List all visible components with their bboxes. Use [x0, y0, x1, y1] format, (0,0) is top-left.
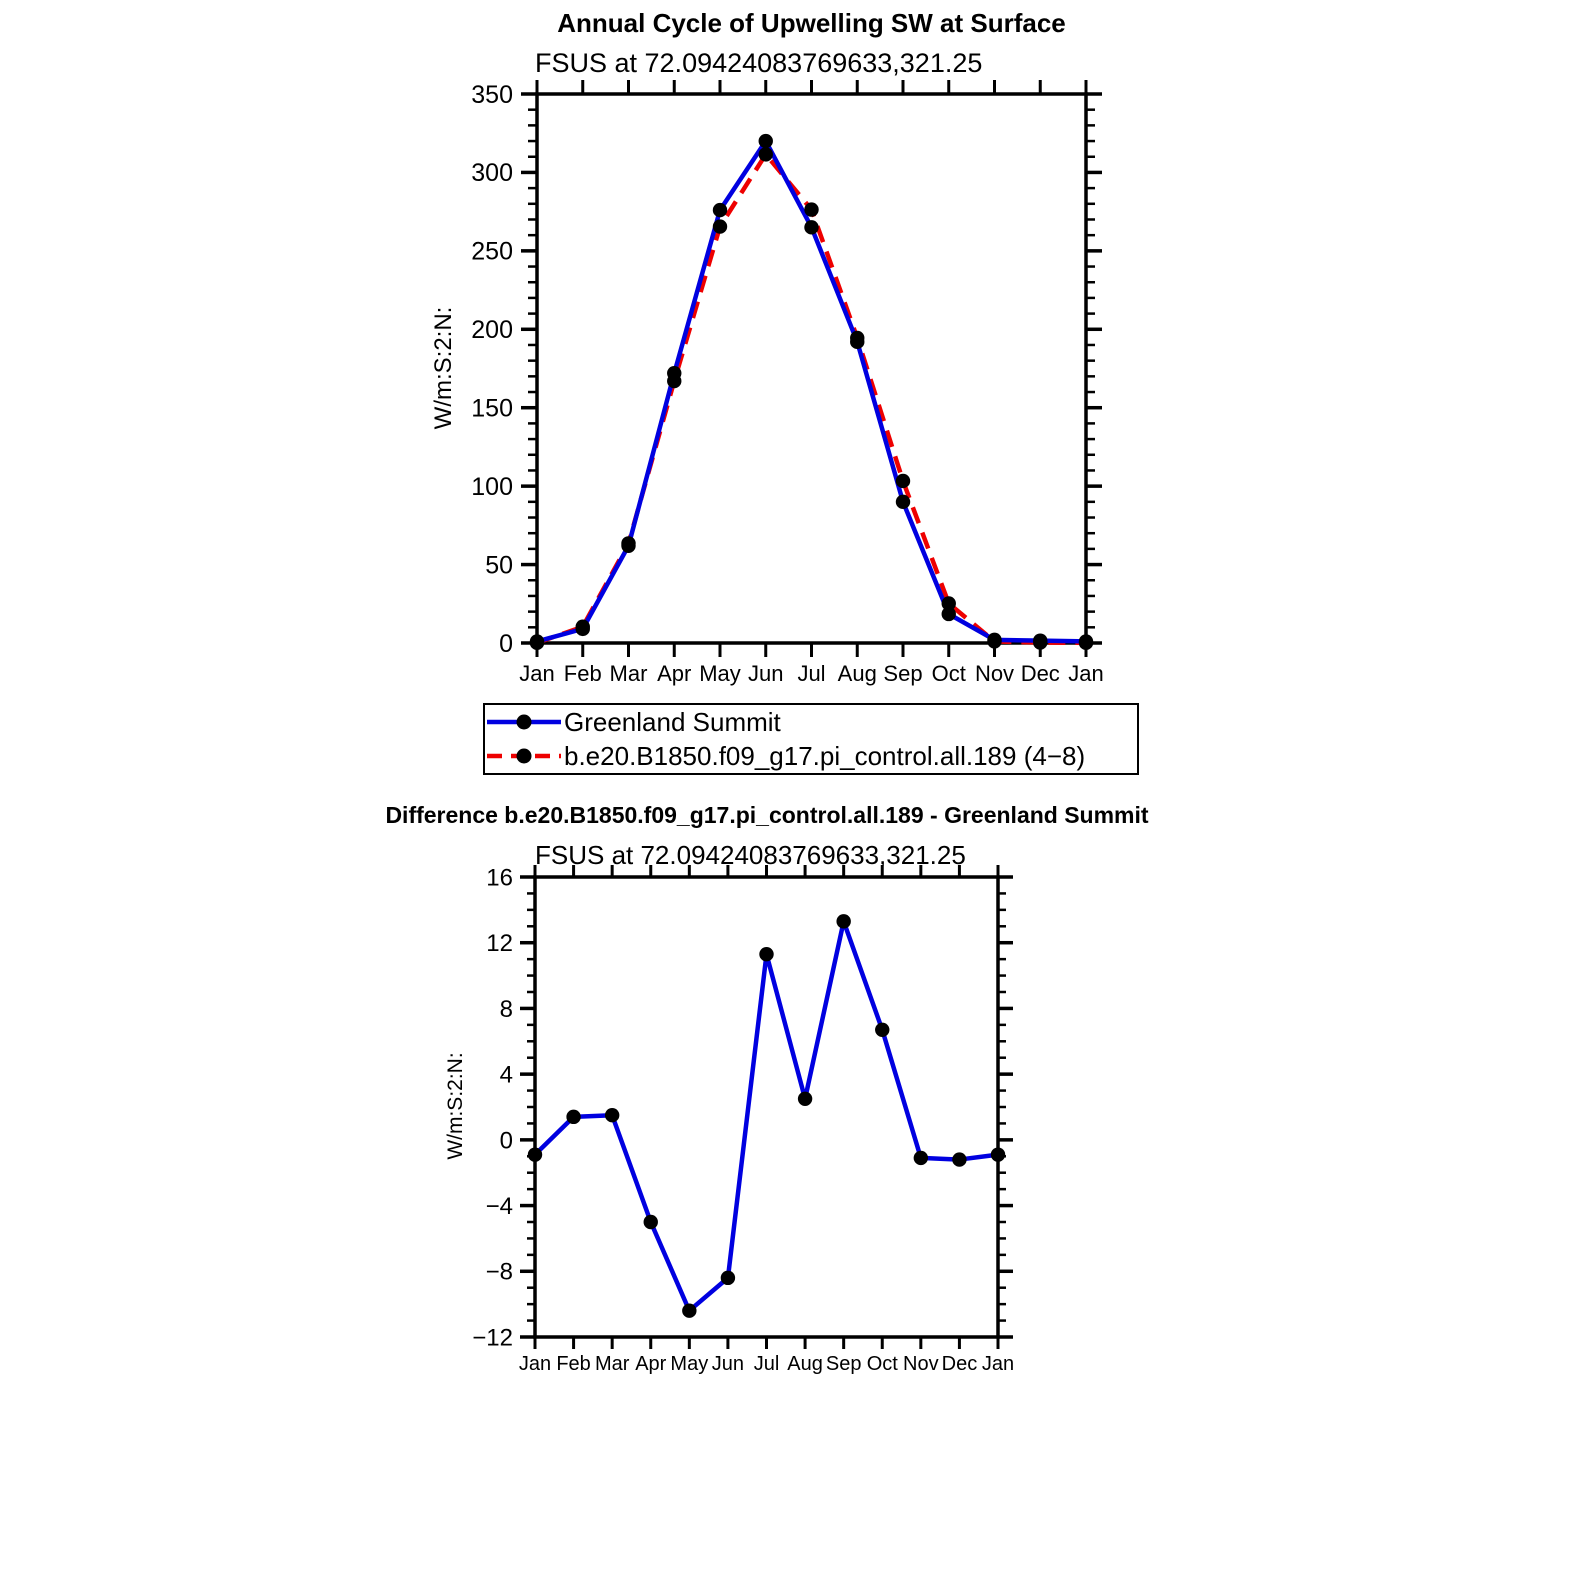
legend-swatch-obs — [485, 707, 563, 737]
y-tick-label: 8 — [499, 995, 513, 1023]
data-point-marker — [682, 1304, 696, 1318]
y-tick-label: 0 — [499, 629, 513, 658]
data-point-marker — [721, 1271, 735, 1285]
chart1-title: Annual Cycle of Upwelling SW at Surface — [557, 8, 1066, 38]
y-tick-label: 150 — [471, 394, 513, 423]
x-tick-label: Jul — [753, 1353, 780, 1375]
x-tick-label: Apr — [657, 661, 692, 686]
data-point-marker — [759, 147, 773, 161]
x-tick-label: Sep — [825, 1353, 862, 1375]
y-tick-label: 16 — [486, 864, 513, 892]
data-point-marker — [875, 1023, 889, 1037]
x-tick-label: Feb — [556, 1353, 591, 1375]
x-tick-label: Jan — [981, 1353, 1015, 1375]
y-tick-label: −12 — [472, 1324, 513, 1352]
legend-entry-model — [485, 739, 1137, 773]
legend-marker-dot — [517, 715, 532, 730]
data-point-marker — [914, 1151, 928, 1165]
data-point-marker — [621, 536, 635, 550]
y-tick-label: −4 — [485, 1192, 513, 1220]
data-point-marker — [528, 1147, 542, 1161]
data-point-marker — [896, 474, 910, 488]
data-point-marker — [759, 947, 773, 961]
data-point-marker — [942, 596, 956, 610]
data-point-marker — [605, 1108, 619, 1122]
x-tick-label: May — [670, 1353, 709, 1375]
data-point-marker — [713, 219, 727, 233]
data-point-marker — [1079, 636, 1093, 650]
data-point-marker — [576, 619, 590, 633]
data-point-marker — [759, 134, 773, 148]
y-tick-label: 200 — [471, 316, 513, 345]
y-tick-label: 4 — [499, 1061, 513, 1089]
chart2-y-axis-label: W/m:S:2:N: — [444, 1052, 467, 1160]
data-point-marker — [798, 1092, 812, 1106]
chart1-y-axis-label: W/m:S:2:N: — [430, 306, 457, 430]
x-tick-label: Nov — [974, 661, 1015, 686]
data-point-marker — [987, 634, 1001, 648]
data-point-marker — [713, 203, 727, 217]
data-point-marker — [1033, 635, 1047, 649]
legend-marker-dot — [517, 749, 532, 764]
x-tick-label: Jun — [711, 1353, 745, 1375]
data-point-marker — [530, 636, 544, 650]
x-tick-label: Jan — [1068, 661, 1104, 686]
x-tick-label: May — [699, 661, 741, 686]
legend — [483, 703, 1139, 775]
y-tick-label: 0 — [499, 1127, 513, 1155]
x-tick-label: Apr — [635, 1353, 667, 1375]
x-tick-label: Mar — [609, 661, 648, 686]
data-point-marker — [836, 914, 850, 928]
data-point-marker — [667, 374, 681, 388]
x-tick-label: Jan — [519, 661, 555, 686]
y-tick-label: 50 — [485, 551, 513, 580]
data-point-marker — [991, 1147, 1005, 1161]
chart2-title: Difference b.e20.B1850.f09_g17.pi_control.all.189 - Greenland Summit — [385, 802, 1149, 828]
y-tick-label: 350 — [471, 80, 513, 109]
series-line-0 — [535, 921, 998, 1310]
x-tick-label: Feb — [563, 661, 602, 686]
data-point-marker — [804, 202, 818, 216]
x-tick-label: Oct — [866, 1353, 898, 1375]
legend-entry-obs — [485, 705, 1137, 739]
y-tick-label: 100 — [471, 472, 513, 501]
y-tick-label: −8 — [485, 1258, 513, 1286]
x-tick-label: Aug — [837, 661, 877, 686]
legend-label-obs: Greenland Summit — [564, 706, 781, 737]
x-tick-label: Oct — [931, 661, 966, 686]
x-tick-label: Dec — [941, 1353, 978, 1375]
data-point-marker — [644, 1215, 658, 1229]
x-tick-label: Jun — [748, 661, 784, 686]
x-tick-label: Mar — [594, 1353, 630, 1375]
axis-frame — [535, 877, 998, 1337]
legend-label-model: b.e20.B1850.f09_g17.pi_control.all.189 (4−8) — [564, 740, 1086, 771]
y-tick-label: 300 — [471, 159, 513, 188]
x-tick-label: Jul — [797, 661, 826, 686]
y-tick-label: 250 — [471, 237, 513, 266]
x-tick-label: Nov — [903, 1353, 939, 1375]
x-tick-label: Jan — [518, 1353, 552, 1375]
x-tick-label: Sep — [883, 661, 923, 686]
data-point-marker — [952, 1152, 966, 1166]
x-tick-label: Aug — [787, 1353, 823, 1375]
chart2-subtitle: FSUS at 72.09424083769633,321.25 — [535, 840, 966, 870]
y-tick-label: 12 — [486, 930, 513, 958]
data-point-marker — [804, 220, 818, 234]
data-point-marker — [566, 1110, 580, 1124]
data-point-marker — [850, 331, 864, 345]
chart1-subtitle: FSUS at 72.09424083769633,321.25 — [535, 48, 983, 78]
legend-swatch-model — [485, 741, 563, 771]
x-tick-label: Dec — [1020, 661, 1060, 686]
data-point-marker — [896, 495, 910, 509]
